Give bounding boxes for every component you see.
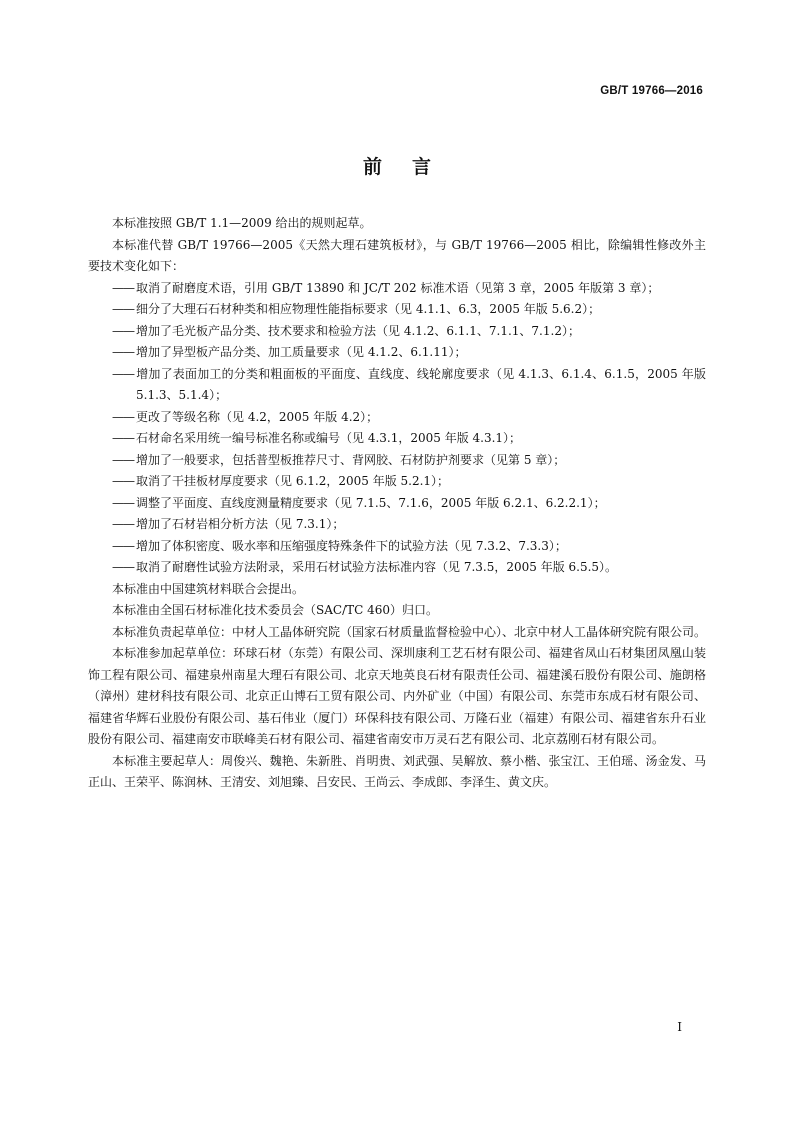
dash-marker: —— [112, 495, 134, 510]
changes-list [88, 278, 706, 579]
dash-marker: —— [112, 366, 134, 381]
dash-marker: —— [112, 538, 134, 553]
dash-marker: —— [112, 560, 134, 574]
dash-marker: —— [112, 280, 134, 295]
dash-marker: —— [112, 431, 134, 445]
participants-paragraph: 本标准参加起草单位：环球石材（东莞）有限公司、深圳康利工艺石材有限公司、福建省凤山石材集团凤凰山装饰工程有限公司、福建泉州南星大理石有限公司、北京天地英良石材有限责任公司、福建溪石股份有限公司、施朗格（漳州）建材科技有限公司、北京正山博石工贸有限公司、内外矿业（中国）有限公司、东莞市东成石材有限公司、福建省华辉石业股份有限公司、基石伟业（厦门）环保科技有限公司、万隆石业（福建）有限公司、福建省东升石业股份有限公司、福建南安市联峰美石材有限公司、福建省南安市万灵石艺有限公司、北京荔刚石材有限公司。 [88, 646, 706, 746]
intro-paragraph-2: 本标准代替 GB/T 19766—2005《天然大理石建筑板材》，与 GB/T 19766—2005 相比，除编辑性修改外主要技术变化如下： [88, 237, 706, 273]
intro-paragraph-1: 本标准按照 GB/T 1.1—2009 给出的规则起草。 [112, 216, 372, 230]
list-item: —— 取消了耐磨性试验方法附录，采用石材试验方法标准内容（见 7.3.5，2005 年版 6.5.5）。 [80, 557, 706, 579]
drafters-paragraph: 本标准主要起草人：周俊兴、魏艳、朱新胜、肖明贵、刘武强、吴解放、蔡小楷、张宝江、王伯瑶、汤金发、马正山、王荣平、陈润林、王清安、刘旭臻、吕安民、王尚云、李成郎、李泽生、黄文庆。 [88, 753, 706, 789]
list-item: —— 增加了毛光板产品分类、技术要求和检验方法（见 4.1.2、6.1.1、7.1.1、7.1.2）； [80, 321, 706, 343]
list-item: —— 细分了大理石石材种类和相应物理性能指标要求（见 4.1.1、6.3，2005 年版 5.6.2）； [80, 299, 706, 321]
list-item: —— 增加了一般要求，包括普型板推荐尺寸、背网胶、石材防护剂要求（见第 5 章）； [80, 450, 706, 472]
list-item: —— 取消了干挂板材厚度要求（见 6.1.2，2005 年版 5.2.1）； [80, 471, 706, 493]
document-body [88, 213, 706, 794]
list-item: —— 石材命名采用统一编号标准名称或编号（见 4.3.1，2005 年版 4.3.1）； [80, 428, 706, 450]
standard-code: GB/T 19766—2016 [600, 85, 703, 97]
dash-marker: —— [112, 474, 134, 488]
dash-marker: —— [112, 452, 134, 467]
list-item: —— 更改了等级名称（见 4.2，2005 年版 4.2）； [80, 407, 706, 429]
dash-marker: —— [112, 345, 134, 359]
list-item: —— 增加了表面加工的分类和粗面板的平面度、直线度、线轮廓度要求（见 4.1.3、6.1.4、6.1.5，2005 年版 5.1.3、5.1.4）； [80, 364, 706, 407]
lead-drafter-paragraph: 本标准负责起草单位：中材人工晶体研究院（国家石材质量监督检验中心）、北京中材人工晶体研究院有限公司。 [112, 624, 707, 639]
dash-marker: —— [112, 302, 134, 316]
dash-marker: —— [112, 323, 134, 338]
list-item: —— 增加了石材岩相分析方法（见 7.3.1）； [80, 514, 706, 536]
proposer-paragraph: 本标准由中国建筑材料联合会提出。 [112, 581, 305, 596]
list-item: —— 增加了体积密度、吸水率和压缩强度特殊条件下的试验方法（见 7.3.2、7.3.3）； [80, 536, 706, 558]
committee-paragraph: 本标准由全国石材标准化技术委员会（SAC/TC 460）归口。 [112, 603, 439, 617]
list-item: —— 增加了异型板产品分类、加工质量要求（见 4.1.2、6.1.11）； [80, 342, 706, 364]
list-item: —— 调整了平面度、直线度测量精度要求（见 7.1.5、7.1.6，2005 年版 6.2.1、6.2.2.1）； [80, 493, 706, 515]
dash-marker: —— [112, 409, 134, 424]
list-item: —— 取消了耐磨度术语，引用 GB/T 13890 和 JC/T 202 标准术语（见第 3 章，2005 年版第 3 章）； [80, 278, 706, 300]
page-number: I [677, 1020, 682, 1034]
dash-marker: —— [112, 517, 134, 531]
page-title: 前言 [362, 156, 461, 178]
